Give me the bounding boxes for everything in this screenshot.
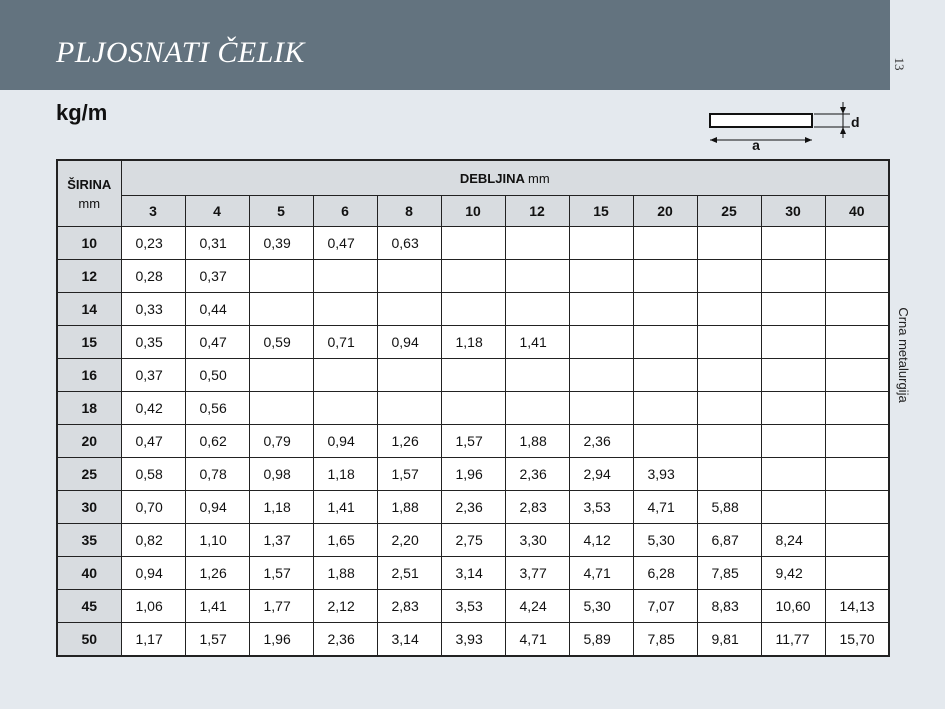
weight-value-cell: 3,53	[569, 491, 633, 524]
weight-value-cell: 1,65	[313, 524, 377, 557]
weight-value-cell	[505, 293, 569, 326]
weight-value-cell	[249, 392, 313, 425]
weight-value-cell: 0,63	[377, 227, 441, 260]
weight-value-cell	[825, 326, 889, 359]
weight-value-cell: 2,36	[441, 491, 505, 524]
table-row	[57, 227, 889, 260]
thickness-column-header: 3	[121, 196, 185, 227]
weight-value-cell	[761, 425, 825, 458]
weight-value-cell: 0,78	[185, 458, 249, 491]
weight-value-cell: 2,20	[377, 524, 441, 557]
weight-value-cell: 0,47	[121, 425, 185, 458]
row-width-cell: 15	[57, 326, 121, 359]
weight-value-cell: 4,71	[633, 491, 697, 524]
weight-value-cell: 2,83	[505, 491, 569, 524]
thickness-column-header: 12	[505, 196, 569, 227]
weight-value-cell	[505, 227, 569, 260]
weight-value-cell: 11,77	[761, 623, 825, 656]
weight-value-cell	[761, 392, 825, 425]
weight-value-cell: 4,12	[569, 524, 633, 557]
weight-value-cell: 0,28	[121, 260, 185, 293]
weight-value-cell	[313, 260, 377, 293]
weight-value-cell	[697, 227, 761, 260]
weight-value-cell	[825, 293, 889, 326]
side-category-label: Crna metalurgija	[896, 307, 911, 403]
weight-value-cell: 0,58	[121, 458, 185, 491]
weight-value-cell	[569, 392, 633, 425]
weight-value-cell	[569, 359, 633, 392]
thickness-header	[121, 160, 889, 196]
weight-value-cell: 0,47	[313, 227, 377, 260]
weight-value-cell: 0,23	[121, 227, 185, 260]
weight-value-cell: 3,77	[505, 557, 569, 590]
weight-value-cell: 1,06	[121, 590, 185, 623]
weight-value-cell: 2,94	[569, 458, 633, 491]
weight-value-cell	[825, 524, 889, 557]
weight-value-cell: 2,36	[313, 623, 377, 656]
weight-value-cell	[633, 227, 697, 260]
width-header	[57, 160, 121, 227]
weight-value-cell: 10,60	[761, 590, 825, 623]
dimension-d-label: d	[851, 114, 860, 130]
table-row	[57, 260, 889, 293]
dimension-d-arrow-top	[840, 107, 846, 114]
weight-value-cell	[825, 491, 889, 524]
weight-value-cell	[441, 392, 505, 425]
weight-value-cell	[313, 359, 377, 392]
weight-value-cell: 9,42	[761, 557, 825, 590]
weight-value-cell	[697, 458, 761, 491]
weight-value-cell	[441, 359, 505, 392]
weight-value-cell: 1,88	[377, 491, 441, 524]
dimension-a-arrow-right	[805, 137, 812, 143]
weight-value-cell	[697, 326, 761, 359]
page-title: PLJOSNATI ČELIK	[56, 36, 305, 69]
weight-value-cell: 3,14	[441, 557, 505, 590]
thickness-column-header: 4	[185, 196, 249, 227]
weight-value-cell	[505, 392, 569, 425]
weight-value-cell: 1,96	[249, 623, 313, 656]
weight-value-cell	[761, 227, 825, 260]
dimension-d-arrow-bottom	[840, 127, 846, 134]
weight-value-cell: 0,39	[249, 227, 313, 260]
weight-value-cell: 0,62	[185, 425, 249, 458]
weight-value-cell	[249, 359, 313, 392]
weight-value-cell: 1,17	[121, 623, 185, 656]
row-width-cell: 20	[57, 425, 121, 458]
thickness-column-header: 6	[313, 196, 377, 227]
table-row	[57, 557, 889, 590]
flat-bar-diagram	[700, 100, 880, 152]
thickness-header-label: DEBLJINA	[459, 170, 525, 186]
weight-value-cell: 15,70	[825, 623, 889, 656]
thickness-column-header: 30	[761, 196, 825, 227]
thickness-header-unit: mm	[528, 170, 550, 186]
weight-value-cell: 0,47	[185, 326, 249, 359]
weight-value-cell	[441, 260, 505, 293]
weight-value-cell: 2,75	[441, 524, 505, 557]
row-width-cell: 45	[57, 590, 121, 623]
weight-value-cell: 0,94	[185, 491, 249, 524]
weight-value-cell: 2,83	[377, 590, 441, 623]
weight-value-cell: 1,37	[249, 524, 313, 557]
width-header-label: ŠIRINA	[67, 176, 112, 192]
weight-value-cell	[249, 260, 313, 293]
table-row	[57, 524, 889, 557]
weight-value-cell: 0,79	[249, 425, 313, 458]
weight-value-cell: 2,36	[569, 425, 633, 458]
weight-value-cell	[441, 293, 505, 326]
weight-value-cell	[377, 260, 441, 293]
width-header-unit: mm	[78, 195, 101, 211]
weight-value-cell	[697, 359, 761, 392]
weight-value-cell: 1,57	[377, 458, 441, 491]
weight-value-cell	[633, 359, 697, 392]
row-width-cell: 16	[57, 359, 121, 392]
dimension-a-label: a	[752, 137, 760, 152]
flat-bar-shape	[710, 114, 812, 127]
row-width-cell: 18	[57, 392, 121, 425]
unit-label: kg/m	[56, 100, 108, 125]
row-width-cell: 50	[57, 623, 121, 656]
weight-value-cell: 3,14	[377, 623, 441, 656]
thickness-column-header: 8	[377, 196, 441, 227]
weight-value-cell: 0,44	[185, 293, 249, 326]
weight-value-cell	[313, 392, 377, 425]
weight-value-cell: 5,88	[697, 491, 761, 524]
row-width-cell: 35	[57, 524, 121, 557]
weight-value-cell: 1,26	[377, 425, 441, 458]
table-row	[57, 293, 889, 326]
weight-value-cell: 2,51	[377, 557, 441, 590]
weight-value-cell: 0,33	[121, 293, 185, 326]
weight-value-cell	[697, 260, 761, 293]
row-width-cell: 14	[57, 293, 121, 326]
title-banner	[0, 0, 890, 90]
weight-value-cell: 7,07	[633, 590, 697, 623]
weight-value-cell: 0,94	[377, 326, 441, 359]
weight-value-cell: 0,31	[185, 227, 249, 260]
table-row	[57, 458, 889, 491]
weight-value-cell	[697, 392, 761, 425]
dimension-a-arrow-left	[710, 137, 717, 143]
weight-value-cell: 0,42	[121, 392, 185, 425]
weight-value-cell: 3,93	[633, 458, 697, 491]
row-width-cell: 10	[57, 227, 121, 260]
table-row	[57, 491, 889, 524]
table-row	[57, 359, 889, 392]
weight-value-cell: 4,71	[505, 623, 569, 656]
weight-value-cell	[377, 359, 441, 392]
weight-value-cell: 0,71	[313, 326, 377, 359]
weight-value-cell	[697, 293, 761, 326]
weight-value-cell	[761, 491, 825, 524]
weight-value-cell: 1,96	[441, 458, 505, 491]
weight-value-cell: 1,88	[505, 425, 569, 458]
weight-value-cell	[377, 392, 441, 425]
thickness-column-header: 25	[697, 196, 761, 227]
weight-value-cell: 4,24	[505, 590, 569, 623]
weight-value-cell	[569, 326, 633, 359]
weight-value-cell: 7,85	[697, 557, 761, 590]
weight-value-cell: 0,59	[249, 326, 313, 359]
weight-value-cell	[505, 359, 569, 392]
thickness-column-header: 15	[569, 196, 633, 227]
weight-value-cell	[697, 425, 761, 458]
weight-value-cell: 5,30	[569, 590, 633, 623]
weight-value-cell: 0,37	[121, 359, 185, 392]
weight-value-cell: 0,37	[185, 260, 249, 293]
row-width-cell: 25	[57, 458, 121, 491]
weight-value-cell: 1,41	[313, 491, 377, 524]
weight-value-cell: 1,41	[185, 590, 249, 623]
row-width-cell: 30	[57, 491, 121, 524]
weight-value-cell	[761, 293, 825, 326]
weight-value-cell	[761, 458, 825, 491]
weight-value-cell: 1,77	[249, 590, 313, 623]
weight-value-cell	[825, 458, 889, 491]
weight-value-cell	[761, 359, 825, 392]
table-row	[57, 425, 889, 458]
weight-value-cell	[825, 260, 889, 293]
row-width-cell: 40	[57, 557, 121, 590]
thickness-column-header: 40	[825, 196, 889, 227]
weight-value-cell	[825, 392, 889, 425]
weight-value-cell	[633, 425, 697, 458]
table-row	[57, 623, 889, 656]
table-row	[57, 590, 889, 623]
weight-value-cell: 8,24	[761, 524, 825, 557]
page-number: 13	[892, 57, 907, 71]
weight-value-cell	[633, 293, 697, 326]
thickness-column-header: 10	[441, 196, 505, 227]
weight-value-cell	[569, 293, 633, 326]
weight-value-cell: 1,18	[441, 326, 505, 359]
weight-value-cell: 1,26	[185, 557, 249, 590]
weight-value-cell: 7,85	[633, 623, 697, 656]
weight-value-cell	[505, 260, 569, 293]
weight-value-cell: 0,94	[313, 425, 377, 458]
weight-value-cell: 2,12	[313, 590, 377, 623]
weight-value-cell: 0,70	[121, 491, 185, 524]
thickness-column-header: 5	[249, 196, 313, 227]
weight-value-cell	[377, 293, 441, 326]
weight-value-cell	[761, 260, 825, 293]
weight-value-cell: 1,57	[249, 557, 313, 590]
weight-value-cell	[633, 260, 697, 293]
weight-value-cell: 3,53	[441, 590, 505, 623]
weight-value-cell	[441, 227, 505, 260]
weight-value-cell: 0,94	[121, 557, 185, 590]
weight-value-cell: 4,71	[569, 557, 633, 590]
weight-value-cell: 1,18	[313, 458, 377, 491]
weight-value-cell	[569, 260, 633, 293]
weight-value-cell: 3,93	[441, 623, 505, 656]
weight-value-cell: 1,57	[441, 425, 505, 458]
weight-value-cell	[569, 227, 633, 260]
weight-value-cell: 1,10	[185, 524, 249, 557]
weight-value-cell: 3,30	[505, 524, 569, 557]
weight-value-cell	[825, 425, 889, 458]
weight-value-cell: 8,83	[697, 590, 761, 623]
weight-value-cell	[825, 557, 889, 590]
weight-value-cell: 5,30	[633, 524, 697, 557]
weight-value-cell: 0,50	[185, 359, 249, 392]
weight-table	[56, 159, 890, 657]
weight-value-cell: 14,13	[825, 590, 889, 623]
weight-value-cell: 0,35	[121, 326, 185, 359]
thickness-column-header: 20	[633, 196, 697, 227]
weight-value-cell	[249, 293, 313, 326]
weight-value-cell: 1,18	[249, 491, 313, 524]
weight-value-cell	[825, 359, 889, 392]
table-row	[57, 326, 889, 359]
weight-value-cell: 6,87	[697, 524, 761, 557]
weight-value-cell	[633, 392, 697, 425]
row-width-cell: 12	[57, 260, 121, 293]
weight-value-cell: 0,98	[249, 458, 313, 491]
weight-value-cell	[313, 293, 377, 326]
weight-value-cell: 1,88	[313, 557, 377, 590]
table-row	[57, 392, 889, 425]
weight-value-cell: 6,28	[633, 557, 697, 590]
weight-value-cell: 0,56	[185, 392, 249, 425]
weight-value-cell: 1,41	[505, 326, 569, 359]
weight-value-cell: 0,82	[121, 524, 185, 557]
weight-value-cell: 5,89	[569, 623, 633, 656]
weight-value-cell: 1,57	[185, 623, 249, 656]
weight-value-cell	[761, 326, 825, 359]
weight-value-cell	[825, 227, 889, 260]
weight-value-cell: 2,36	[505, 458, 569, 491]
weight-value-cell	[633, 326, 697, 359]
weight-value-cell: 9,81	[697, 623, 761, 656]
